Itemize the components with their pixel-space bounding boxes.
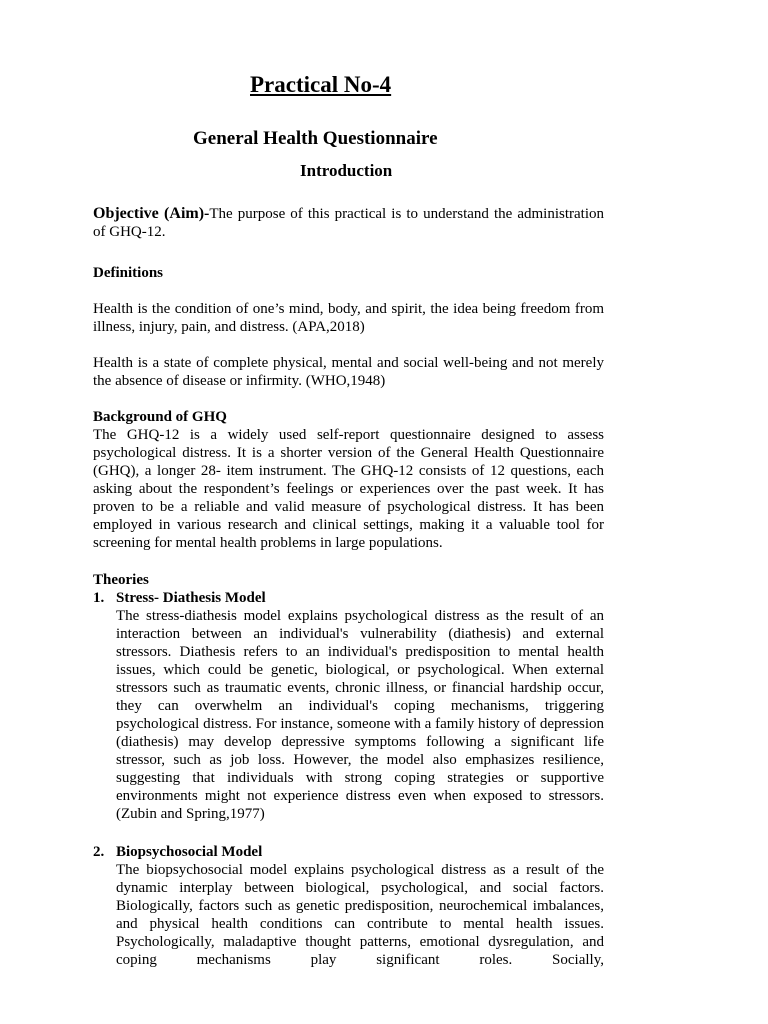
- theory-description: The biopsychosocial model explains psychological distress as a result of the dynamic interplay between biological, psychological, and social factors. Biologically, factors such as genetic predisposition, neurochemical imbalances, and physical health conditions can contribute to mental health issues. Psychologically, maladaptive thought patterns, emotional dysregulation, and coping mechanisms play significant roles. Socially,: [116, 862, 604, 968]
- objective-label: Objective (Aim)-: [93, 205, 210, 222]
- theory-number: 2.: [93, 844, 105, 860]
- theories-heading: Theories: [93, 572, 149, 588]
- definitions-heading: Definitions: [93, 265, 164, 281]
- theory-description: The stress-diathesis model explains psychological distress as the result of an interaction between an individual's vulnerability (diathesis) and external stressors. Diathesis refers to an individual's predisposition to mental health issues, which could be genetic, biological, or psychological. When external stressors such as traumatic events, chronic illness, or financial hardship occur, they can overwhelm an individual's coping mechanisms, triggering psychological distress. For instance, someone with a family history of depression (diathesis) may develop depressive symptoms following a significant life stressor, such as job loss. However, the model also emphasizes resilience, suggesting that individuals with strong coping strategies or supportive environments might not experience distress even when exposed to stressors.(Zubin and Spring,1977): [116, 608, 604, 822]
- definition-who: Health is a state of complete physical, mental and social well-being and not merely the absence of disease or infirmity. (WHO,1948): [93, 355, 604, 389]
- theory-number: 1.: [93, 590, 105, 606]
- definition-apa: Health is the condition of one’s mind, body, and spirit, the idea being freedom from illness, injury, pain, and distress. (APA,2018): [93, 301, 604, 335]
- page-title: Practical No-4: [250, 72, 392, 97]
- objective-text: The purpose of this practical is to understand the administration of GHQ-12.: [93, 206, 604, 240]
- theory-title: Stress- Diathesis Model: [116, 590, 266, 606]
- background-heading: Background of GHQ: [93, 409, 227, 425]
- objective-paragraph: [93, 205, 604, 241]
- document-subtitle: General Health Questionnaire: [193, 128, 438, 149]
- theory-title: Biopsychosocial Model: [116, 844, 263, 860]
- introduction-heading: Introduction: [300, 161, 393, 180]
- background-paragraph: The GHQ-12 is a widely used self-report questionnaire designed to assess psychological distress. It is a shorter version of the General Health Questionnaire (GHQ), a longer 28- item instrument. The GHQ-12 consists of 12 questions, each asking about the respondent’s feelings or experiences over the past week. It has proven to be a reliable and valid measure of psychological distress. It has been employed in various research and clinical settings, making it a valuable tool for screening for mental health problems in large populations.: [93, 427, 604, 551]
